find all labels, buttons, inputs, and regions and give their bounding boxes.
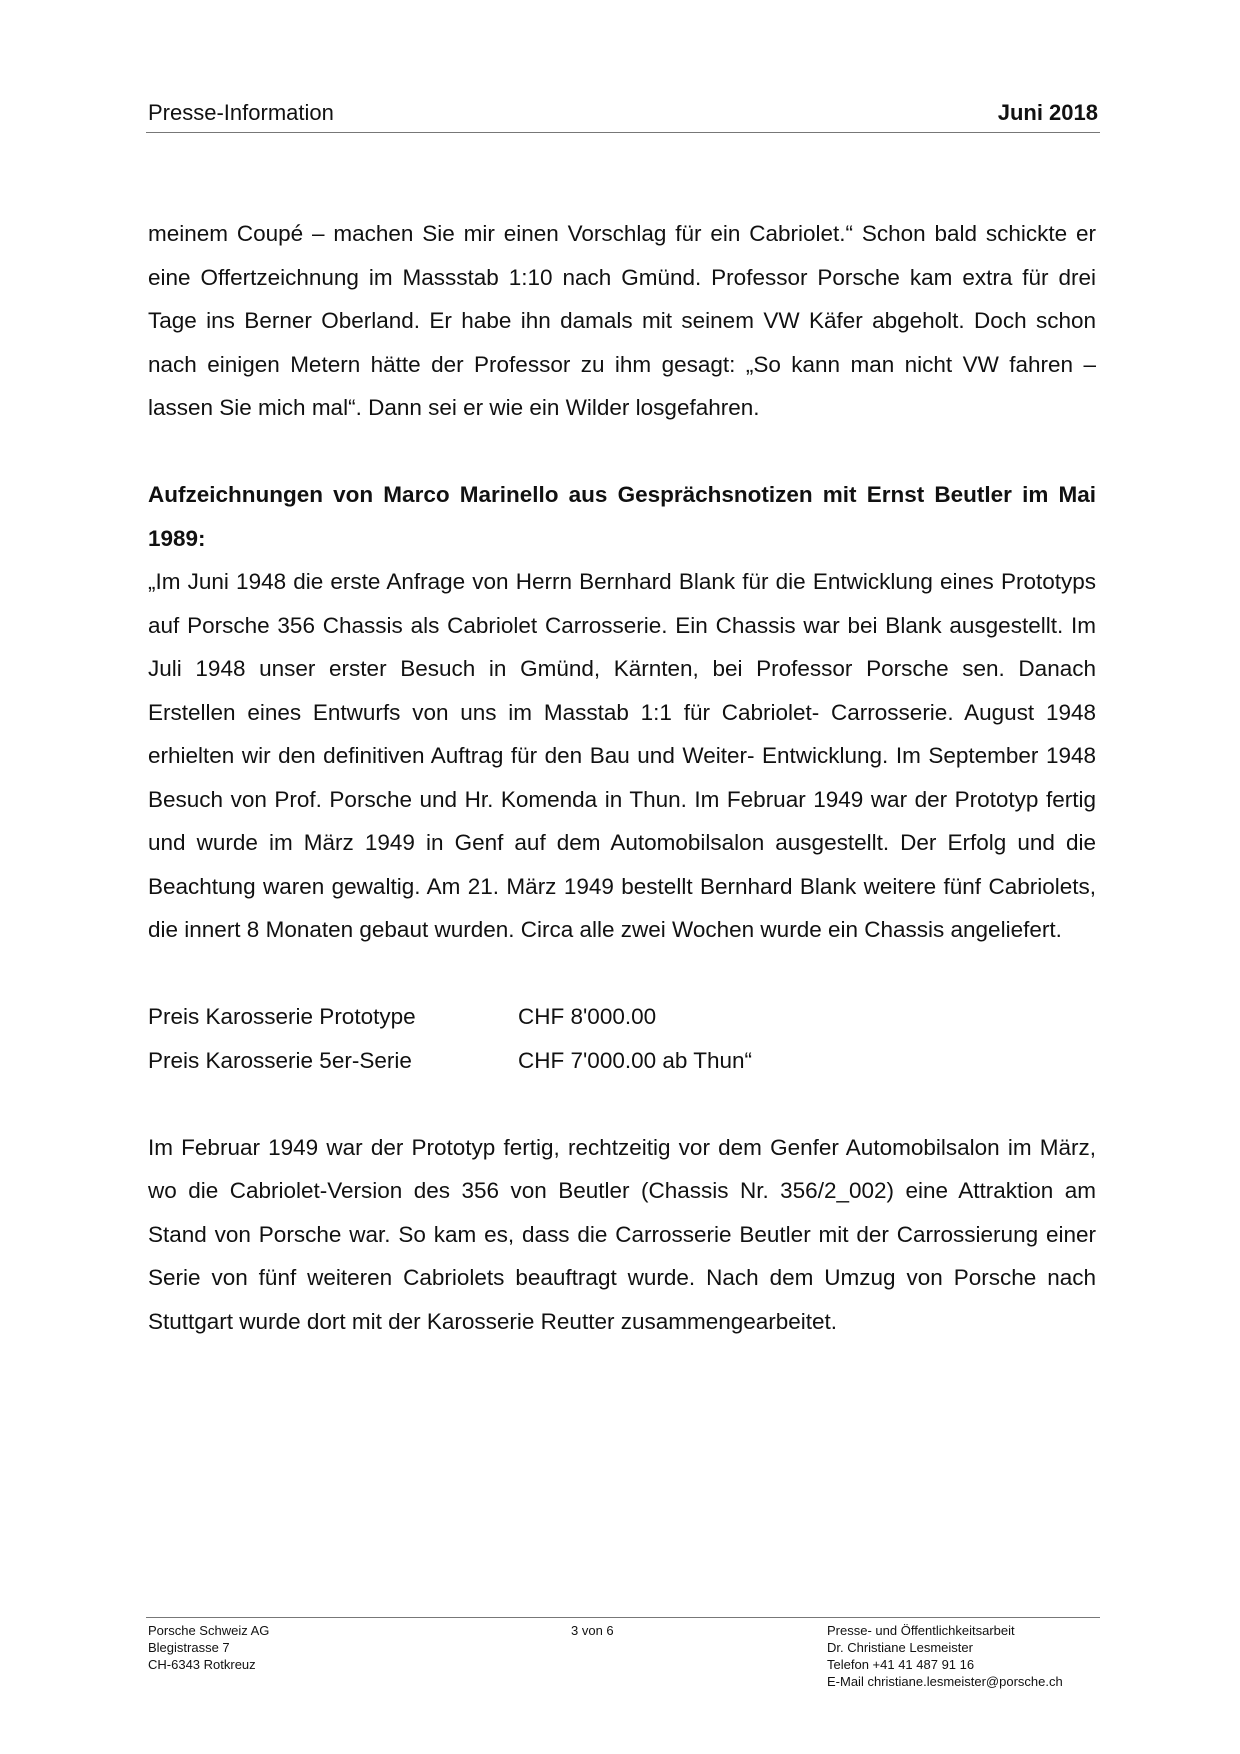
paragraph-spacer: [148, 952, 1096, 996]
paragraph-1: meinem Coupé – machen Sie mir einen Vorschlag für ein Cabriolet.“ Schon bald schickte er eine Offertzeichnung im Massstab 1:10 nach Gmünd. Professor Porsche kam extra für drei Tage ins Berner Oberland. Er habe ihn damals mit seinem VW Käfer abgeholt. Doch schon nach einigen Metern hätte der Professor zu ihm gesagt: „So kann man nicht VW fahren – lassen Sie mich mal“. Dann sei er wie ein Wilder losgefahren.: [148, 221, 1096, 420]
price-value: CHF 7'000.00 ab Thun“: [518, 1047, 753, 1073]
section-heading: Aufzeichnungen von Marco Marinello aus Gesprächsnotizen mit Ernst Beutler im Mai 1989:: [148, 482, 1096, 551]
press-contact: [827, 1622, 1063, 1690]
page-header: [146, 100, 1100, 133]
paragraph-3: Im Februar 1949 war der Prototyp fertig, rechtzeitig vor dem Genfer Automobilsalon im März, wo die Cabriolet-Version des 356 von Beutler (Chassis Nr. 356/2_002) eine Attraktion am Stand von Porsche war. So kam es, dass die Carrosserie Beutler mit der Carrossierung einer Serie von fünf weiteren Cabriolets beauftragt wurde. Nach dem Umzug von Porsche nach Stuttgart wurde dort mit der Karosserie Reutter zusammengearbeitet.: [148, 1134, 1096, 1334]
price-label: Preis Karosserie 5er-Serie: [148, 1047, 412, 1073]
price-row-prototype: [148, 995, 1096, 1039]
paragraph-spacer: [148, 430, 1096, 474]
contact-department: Presse- und Öffentlichkeitsarbeit: [827, 1623, 1015, 1638]
document-type: Presse-Information: [148, 100, 334, 125]
contact-phone: Telefon +41 41 487 91 16: [827, 1657, 975, 1672]
price-label: Preis Karosserie Prototype: [148, 1004, 416, 1029]
paragraph-2: „Im Juni 1948 die erste Anfrage von Herrn Bernhard Blank für die Entwicklung eines Prototyps auf Porsche 356 Chassis als Cabriolet Carrosserie. Ein Chassis war bei Blank ausgestellt. Im Juli 1948 unser erster Besuch in Gmünd, Kärnten, bei Professor Porsche sen. Danach Erstellen eines Entwurfs von uns im Masstab 1:1 für Cabriolet- Carrosserie. August 1948 erhielten wir den definitiven Auftrag für den Bau und Weiter- Entwicklung. Im September 1948 Besuch von Prof. Porsche und Hr. Komenda in Thun. Im Februar 1949 war der Prototyp fertig und wurde im März 1949 in Genf auf dem Automobilsalon ausgestellt. Der Erfolg und die Beachtung waren gewaltig. Am 21. März 1949 bestellt Bernhard Blank weitere fünf Cabriolets, die innert 8 Monaten gebaut wurden. Circa alle zwei Wochen wurde ein Chassis angeliefert.: [148, 569, 1096, 942]
page-number-text: 3 von 6: [571, 1623, 614, 1638]
document-date: Juni 2018: [997, 100, 1098, 125]
page-footer: [146, 1617, 1100, 1689]
contact-name: Dr. Christiane Lesmeister: [827, 1640, 973, 1655]
price-row-series: [148, 1039, 1096, 1083]
postal-city: CH-6343 Rotkreuz: [148, 1657, 256, 1672]
company-address: [148, 1622, 269, 1673]
price-value: CHF 8'000.00: [518, 1004, 657, 1029]
document-body: [148, 212, 1096, 1343]
page-number: [571, 1622, 614, 1639]
contact-email: E-Mail christiane.lesmeister@porsche.ch: [827, 1674, 1063, 1689]
company-name: Porsche Schweiz AG: [148, 1623, 270, 1638]
street-address: Blegistrasse 7: [148, 1640, 230, 1655]
paragraph-spacer: [148, 1082, 1096, 1126]
